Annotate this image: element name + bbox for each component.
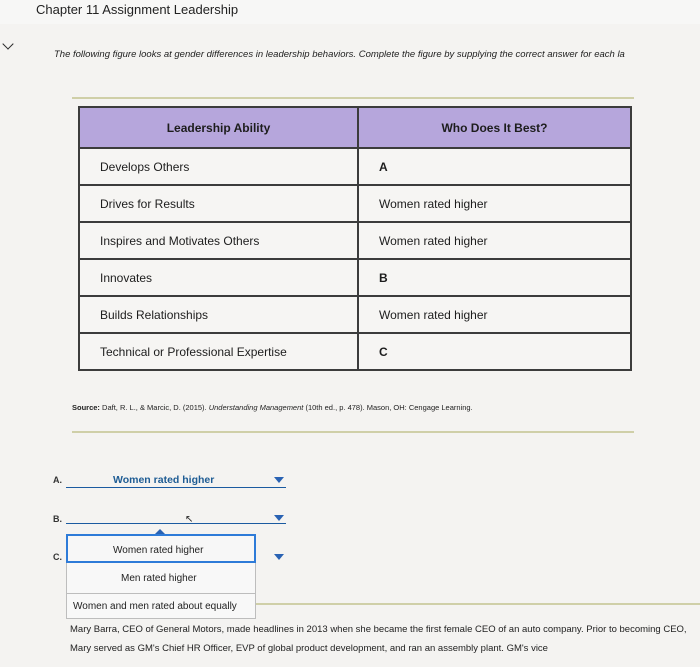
ability-cell: Innovates [79,259,358,296]
column-header: Who Does It Best? [358,107,631,148]
answer-a-label: A. [53,475,62,485]
dropdown-arrow-icon[interactable] [274,554,284,560]
answer-b-label: B. [53,514,62,524]
chevron-icon[interactable] [2,38,13,49]
best-cell: Women rated higher [358,222,631,259]
dropdown-option[interactable]: Women rated higher [113,545,204,556]
instructions-text: The following figure looks at gender differences in leadership behaviors. Complete the figure by supplying the correct answer for each la [54,49,625,60]
column-header: Leadership Ability [79,107,358,148]
table-row [79,148,631,185]
answer-c-label: C. [53,552,62,562]
divider [256,603,700,605]
table-row [79,259,631,296]
answer-a-underline [66,487,286,488]
ability-cell: Develops Others [79,148,358,185]
dropdown-arrow-icon[interactable] [274,477,284,483]
leadership-table [78,106,632,371]
divider [72,431,634,433]
case-paragraph: Mary Barra, CEO of General Motors, made headlines in 2013 when she became the first female CEO of an auto company. Prior to becoming CEO, Mary served as GM's Chief HR Officer, EVP of global product development, and ran an assembly plant. GM's vice [70,624,687,654]
ability-cell: Builds Relationships [79,296,358,333]
mouse-cursor-icon: ↖ [185,514,194,525]
dropdown-option[interactable]: Men rated higher [121,573,197,584]
best-cell: Women rated higher [358,296,631,333]
page-title: Chapter 11 Assignment Leadership [36,2,239,17]
answer-a-select[interactable]: Women rated higher [113,474,215,486]
best-cell: Women rated higher [358,185,631,222]
best-cell: C [358,333,631,370]
header-bar [0,0,700,24]
divider [72,97,634,99]
table-row [79,333,631,370]
dropdown-option[interactable]: Women and men rated about equally [73,601,237,612]
answer-b-underline [66,523,286,524]
best-cell: A [358,148,631,185]
source-citation: Source: Daft, R. L., & Marcic, D. (2015). Understanding Management (10th ed., p. 478). Mason, OH: Cengage Learning. [72,403,473,412]
ability-cell: Technical or Professional Expertise [79,333,358,370]
table-row [79,296,631,333]
table-row [79,185,631,222]
ability-cell: Inspires and Motivates Others [79,222,358,259]
best-cell: B [358,259,631,296]
table-header-row [79,107,631,148]
dropdown-arrow-icon[interactable] [274,515,284,521]
table-row [79,222,631,259]
ability-cell: Drives for Results [79,185,358,222]
